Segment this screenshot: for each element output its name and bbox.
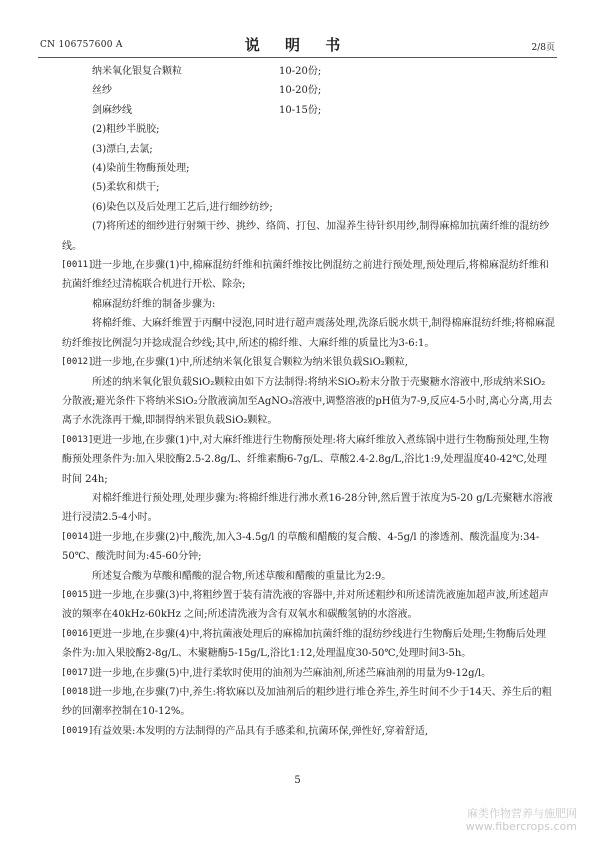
watermark	[466, 807, 577, 833]
paragraph-text: 进一步地,在步骤(7)中,养生:将软麻以及加油剂后的粗纱进行堆仓养生,养生时间不少于14天、养生后的粗纱的回潮率控制在10-12%。	[62, 687, 552, 718]
material-row	[92, 101, 555, 120]
paragraph-text: 更进一步地,在步骤(1)中,对大麻纤维进行生物酶预处理:将大麻纤维放入煮练锅中进行生物酶预处理,生物酶预处理条件为:加入果胶酶2.5-2.8g/L、纤维素酶6-7g/L、草酸2.4-2.8g/L,浴比1:9,处理温度40-42℃,处理时间 24h;	[62, 434, 550, 485]
material-name: 剑麻纱线	[92, 104, 132, 116]
paragraph-text: 进一步地,在步骤(5)中,进行柔软时使用的油剂为苎麻油剂,所述苎麻油剂的用量为9-12g/l。	[92, 667, 492, 679]
document-body	[61, 62, 555, 741]
watermark-url: www.fibercrops.com	[465, 820, 577, 833]
paragraph-text: 进一步地,在步骤(1)中,所述纳米氧化银复合颗粒为纳米银负载SiO₂颗粒,	[92, 357, 408, 369]
header-divider	[38, 57, 557, 58]
paragraph-0012	[62, 353, 555, 372]
watermark-name: 麻类作物营养与施肥网	[467, 807, 577, 820]
paragraph-continuation: 所述的纳米氧化银负载SiO₂颗粒由如下方法制得:将纳米SiO₂粉末分散于壳聚糖水溶液中,形成纳米SiO₂分散液;避光条件下将纳米SiO₂分散液滴加至AgNO₃溶液中,调整溶液的pH值为7-9,反应4-5小时,离心分离,用去离子水洗涤再干燥,即制得纳米银负载SiO₂颗粒。	[62, 376, 553, 427]
paragraph-number: [0013]	[61, 434, 94, 445]
material-row	[92, 62, 555, 81]
paragraph-number: [0011]	[61, 260, 94, 271]
paragraph-text: 进一步地,在步骤(2)中,酸洗,加入3-4.5g/l 的草酸和醋酸的复合酸、4-5g/l 的渗透剂、酸洗温度为:34-50℃、酸洗时间为:45-60分钟;	[62, 531, 540, 563]
paragraph-0016	[62, 625, 555, 664]
paragraph-continuation: 棉麻混纺纤维的制备步骤为:	[92, 298, 216, 310]
step-item: (3)漂白,去氯;	[92, 143, 153, 155]
material-row	[92, 81, 555, 100]
paragraph-0013	[62, 431, 555, 489]
paragraph-0011	[62, 256, 555, 295]
step-item: (5)柔软和烘干;	[92, 182, 160, 194]
paragraph-number: [0014]	[61, 531, 94, 542]
paragraph-number: [0015]	[61, 589, 94, 600]
paragraph-text: 进一步地,在步骤(1)中,棉麻混纺纤维和抗菌纤维按比例混纺之前进行预处理,预处理后,将棉麻混纺纤维和抗菌纤维经过清梳联合机进行开松、除杂;	[62, 260, 549, 291]
paragraph-text: 进一步地,在步骤(3)中,将粗纱置于装有清洗液的容器中,并对所述粗纱和所述清洗液施加超声波,所述超声波的频率在40kHz-60kHz 之间;所述清洗液为含有双氧水和碳酸氢钠的水溶液。	[62, 589, 549, 621]
page-title: 说 明 书	[244, 36, 351, 54]
step-item: (6)染色以及后处理工艺后,进行细纱纺纱;	[92, 201, 273, 213]
paragraph-0014	[62, 528, 555, 567]
paragraph-number: [0012]	[61, 357, 94, 368]
step-item: (2)粗纱半脱胶;	[92, 124, 160, 136]
step-item: (4)染前生物酶预处理;	[92, 163, 190, 175]
material-qty: 10-20份;	[279, 66, 322, 77]
material-name: 丝纱	[92, 85, 112, 97]
material-qty: 10-15份;	[279, 104, 322, 116]
material-qty: 10-20份;	[279, 85, 322, 97]
material-name: 纳米氧化银复合颗粒	[92, 66, 182, 77]
paragraph-continuation: 对棉纤维进行预处理,处理步骤为:将棉纤维进行沸水煮16-28分钟,然后置于浓度为5-20 g/L壳聚糖水溶液进行浸渍2.5-4小时。	[62, 492, 553, 524]
page-number: 5	[294, 775, 301, 786]
paragraph-text: 更进一步地,在步骤(4)中,将抗菌液处理后的麻棉加抗菌纤维的混纺纱线进行生物酶后处理;生物酶后处理条件为:加入果胶酶2-8g/L、木聚糖酶5-15g/L,浴比1:12,处理温度30-50℃,处理时间3-5h。	[62, 628, 546, 660]
paragraph-0018	[62, 683, 555, 722]
paragraph-number: [0016]	[61, 628, 94, 639]
paragraph-number: [0017]	[61, 667, 94, 678]
document-number: CN 106757600 A	[40, 40, 123, 50]
paragraph-continuation: 将棉纤维、大麻纤维置于丙酮中浸泡,同时进行超声震荡处理,洗涤后脱水烘干,制得棉麻混纺纤维;将棉麻混纺纤维按比例混匀并捻成混合纱线;其中,所述的棉纤维、大麻纤维的质量比为3-6:1。	[62, 318, 555, 349]
paragraph-text: 有益效果:本发明的方法制得的产品具有手感柔和,抗菌环保,弹性好,穿着舒适,	[92, 725, 429, 737]
paragraph-0015	[62, 586, 555, 625]
page-indicator: 2/8页	[531, 43, 555, 53]
paragraph-continuation: 所述复合酸为草酸和醋酸的混合物,所述草酸和醋酸的重量比为2:9。	[92, 570, 392, 582]
paragraph-0019	[62, 722, 555, 741]
paragraph-number: [0019]	[61, 725, 94, 736]
step-item: (7)将所述的细纱进行射频干纱、挑纱、络筒、打包、加湿养生待针织用纱,制得麻棉加抗菌纤维的混纺纱线。	[62, 221, 550, 252]
paragraph-0017	[62, 664, 555, 683]
paragraph-number: [0018]	[61, 687, 94, 697]
